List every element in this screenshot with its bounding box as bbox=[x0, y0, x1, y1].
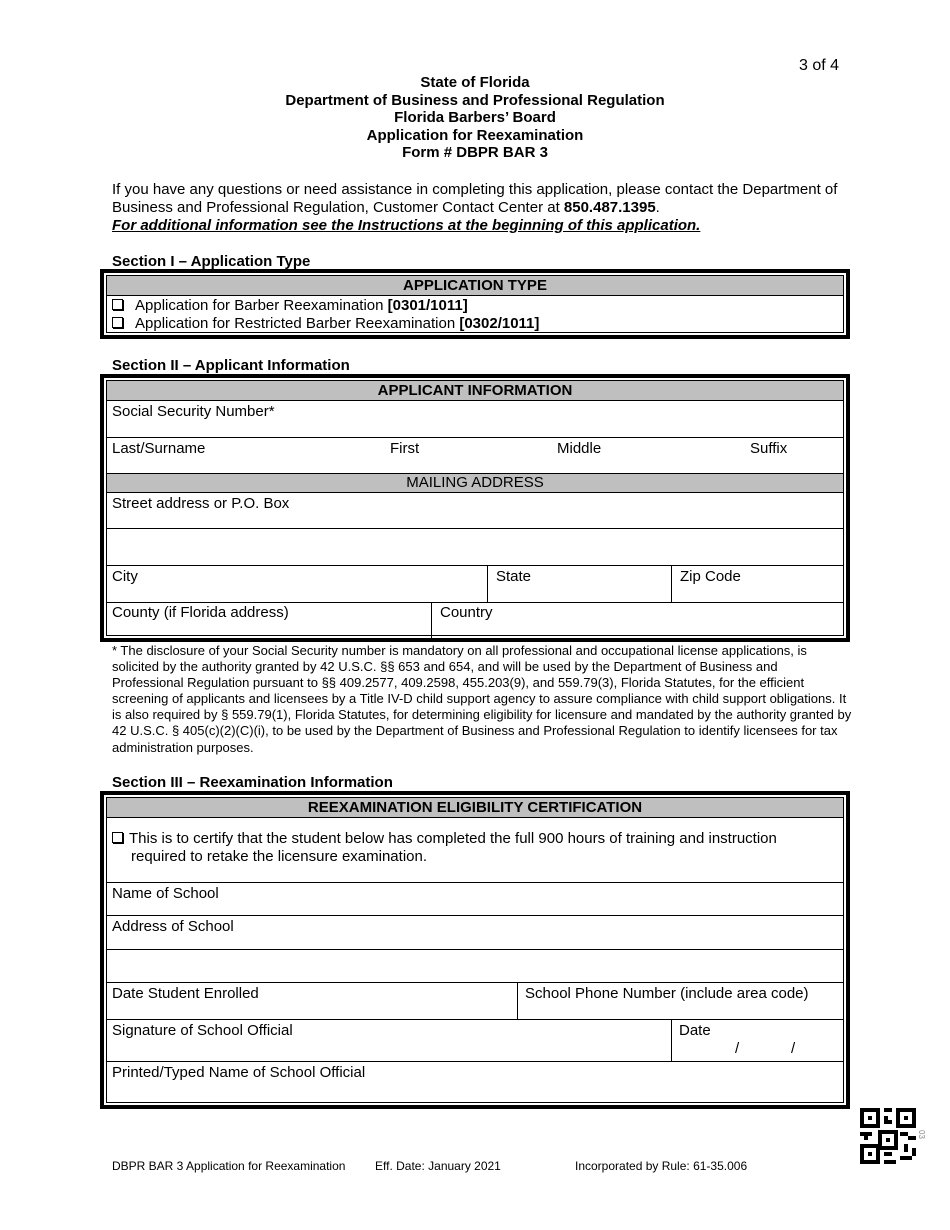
form-header bbox=[0, 74, 950, 162]
county-field[interactable]: County (if Florida address) bbox=[112, 604, 289, 621]
header-department: Department of Business and Professional Regulation bbox=[285, 91, 665, 109]
checkbox-icon[interactable] bbox=[112, 299, 123, 310]
date-separator: / bbox=[791, 1040, 796, 1057]
suffix-field[interactable]: Suffix bbox=[750, 440, 788, 457]
header-board: Florida Barbers’ Board bbox=[394, 109, 556, 126]
date-field[interactable]: Date bbox=[679, 1022, 711, 1039]
application-type-box bbox=[100, 269, 850, 339]
school-name-field[interactable]: Name of School bbox=[112, 885, 219, 902]
option-barber-reexam[interactable] bbox=[112, 297, 468, 314]
middle-name-field[interactable]: Middle bbox=[557, 440, 602, 457]
option-label: Application for Barber Reexamination bbox=[135, 297, 388, 314]
option-code: [0301/1011] bbox=[387, 297, 468, 314]
section2-title: Section II – Applicant Information bbox=[112, 357, 350, 374]
signature-field[interactable]: Signature of School Official bbox=[112, 1022, 293, 1039]
section1-title: Section I – Application Type bbox=[112, 253, 311, 270]
first-name-field[interactable]: First bbox=[390, 440, 420, 457]
zip-code-field[interactable]: Zip Code bbox=[680, 568, 741, 585]
qr-code-number: 03 bbox=[917, 1130, 926, 1139]
checkbox-icon[interactable] bbox=[112, 832, 123, 843]
eligibility-header: REEXAMINATION ELIGIBILITY CERTIFICATION bbox=[107, 798, 843, 818]
contact-phone: 850.487.1395 bbox=[563, 199, 656, 216]
application-type-header: APPLICATION TYPE bbox=[107, 276, 843, 296]
street-address-field[interactable]: Street address or P.O. Box bbox=[112, 495, 290, 512]
ssn-field[interactable]: Social Security Number* bbox=[112, 403, 275, 420]
footer-rule: Incorporated by Rule: 61-35.006 bbox=[575, 1159, 748, 1173]
header-state: State of Florida bbox=[420, 74, 530, 91]
applicant-info-header: APPLICANT INFORMATION bbox=[107, 381, 843, 401]
checkbox-icon[interactable] bbox=[112, 317, 123, 328]
option-code: [0302/1011] bbox=[459, 315, 540, 332]
school-address-field[interactable]: Address of School bbox=[112, 918, 234, 935]
footer-form-name: DBPR BAR 3 Application for Reexamination bbox=[112, 1159, 346, 1173]
intro-paragraph bbox=[112, 181, 852, 235]
instructions-note: For additional information see the Instructions at the beginning of this application. bbox=[112, 217, 701, 234]
state-field[interactable]: State bbox=[496, 568, 532, 585]
reexam-eligibility-box bbox=[100, 791, 850, 1109]
page-number: 3 of 4 bbox=[799, 57, 840, 74]
ssn-disclosure: * The disclosure of your Social Security number is mandatory on all professional and occupational license applications, is solicited by the authority granted by 42 U.S.C. §§ 653 and 654, and will be used by the Department of Business and Professional Regulation pursuant to §§ 409.2577, 409.2598, 455.203(9), and 559.79(3), Florida Statutes, for the efficient screening of applicants and licensees by a Title IV-D child support agency to assure compliance with child support obligations. It is also required by § 559.79(1), Florida Statutes, for determining eligibility for licensure and mandated by the authority granted by 42 U.S.C. § 405(c)(2)(C)(i), to be used by the Department of Business and Professional Regulation to identify licensees for tax administration purposes. bbox=[112, 643, 852, 755]
certification-text-line2: required to retake the licensure examination. bbox=[131, 848, 428, 865]
intro-period: . bbox=[655, 199, 660, 216]
school-phone-field[interactable]: School Phone Number (include area code) bbox=[525, 985, 809, 1002]
applicant-info-box bbox=[100, 374, 850, 642]
last-name-field[interactable]: Last/Surname bbox=[112, 440, 206, 457]
date-enrolled-field[interactable]: Date Student Enrolled bbox=[112, 985, 259, 1002]
option-restricted-reexam[interactable] bbox=[112, 315, 539, 332]
header-form-number: Form # DBPR BAR 3 bbox=[402, 144, 548, 161]
footer-effective-date: Eff. Date: January 2021 bbox=[375, 1159, 501, 1173]
section3-title: Section III – Reexamination Information bbox=[112, 774, 393, 791]
header-application: Application for Reexamination bbox=[366, 126, 584, 144]
intro-text: If you have any questions or need assistance in completing this application, please contact the Department of Business and Professional Regulation, Customer Contact Center at bbox=[112, 181, 838, 216]
certification-checkbox[interactable] bbox=[112, 830, 777, 847]
qr-code-icon bbox=[860, 1108, 916, 1164]
date-separator: / bbox=[735, 1040, 740, 1057]
certification-text: This is to certify that the student below has completed the full 900 hours of training and instruction bbox=[129, 830, 777, 847]
option-label: Application for Restricted Barber Reexamination bbox=[135, 315, 460, 332]
printed-name-field[interactable]: Printed/Typed Name of School Official bbox=[112, 1064, 366, 1081]
city-field[interactable]: City bbox=[112, 568, 138, 585]
mailing-address-header: MAILING ADDRESS bbox=[107, 473, 843, 493]
country-field[interactable]: Country bbox=[440, 604, 493, 621]
